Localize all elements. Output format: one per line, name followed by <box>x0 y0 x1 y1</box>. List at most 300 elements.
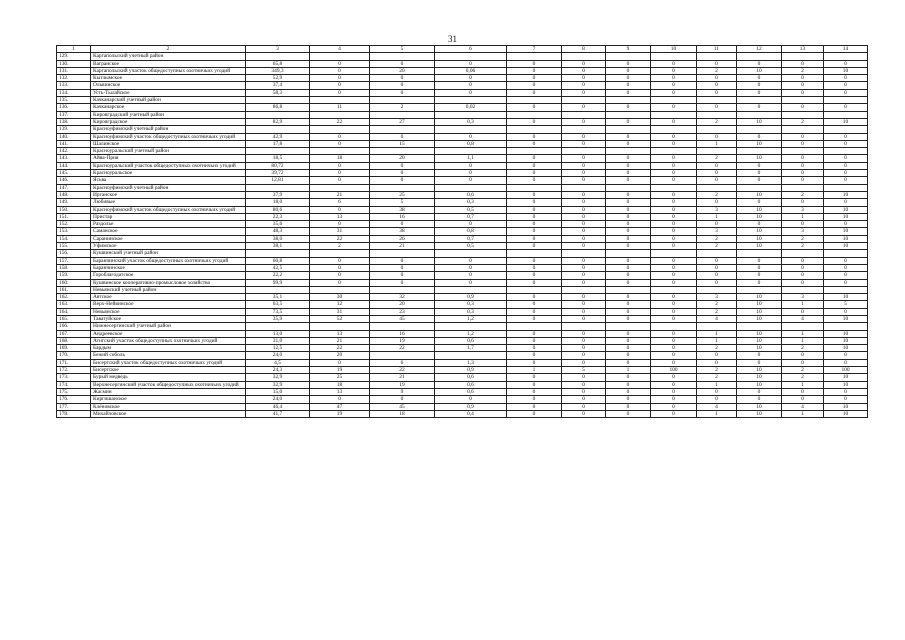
value-cell: 15,0 <box>246 388 310 395</box>
value-cell: 0 <box>507 133 562 140</box>
row-number-cell: 133. <box>57 82 91 89</box>
value-cell <box>246 323 310 330</box>
value-cell: 0 <box>651 243 697 250</box>
value-cell: 0 <box>606 301 651 308</box>
name-cell: Красноуральский учетный район <box>91 148 246 155</box>
value-cell: 4 <box>697 315 737 322</box>
value-cell: 2 <box>310 243 370 250</box>
value-cell <box>651 286 697 293</box>
value-cell: 0,3 <box>435 199 507 206</box>
value-cell: 2 <box>782 345 824 352</box>
value-cell: 0 <box>697 177 737 184</box>
value-cell: 0 <box>370 272 435 279</box>
value-cell: 41,7 <box>246 410 310 417</box>
header-cell: 9 <box>606 46 651 53</box>
value-cell: 0 <box>435 60 507 67</box>
value-cell: 82,9 <box>246 118 310 125</box>
value-cell <box>697 250 737 257</box>
value-cell: 18 <box>370 410 435 417</box>
value-cell: 0 <box>435 177 507 184</box>
value-cell: 0 <box>562 381 606 388</box>
name-cell: Саманское <box>91 228 246 235</box>
value-cell: 38 <box>370 228 435 235</box>
value-cell: 0 <box>697 104 737 111</box>
value-cell: 0 <box>562 264 606 271</box>
name-cell: Вагранское <box>91 60 246 67</box>
value-cell <box>435 323 507 330</box>
value-cell: 2 <box>697 345 737 352</box>
value-cell <box>370 352 435 359</box>
value-cell: 0 <box>562 279 606 286</box>
table-row <box>57 323 868 330</box>
header-cell: 7 <box>507 46 562 53</box>
value-cell: 0 <box>507 308 562 315</box>
table-row <box>57 184 868 191</box>
name-cell: Кушвинское кооперативно-промысловое хозяйство <box>91 279 246 286</box>
table-row <box>57 140 868 147</box>
value-cell: 0 <box>507 330 562 337</box>
value-cell: 0,3 <box>435 301 507 308</box>
value-cell: 0 <box>606 89 651 96</box>
value-cell: 31 <box>310 228 370 235</box>
value-cell: 0 <box>737 104 782 111</box>
value-cell: 10 <box>737 191 782 198</box>
value-cell: 0 <box>824 104 868 111</box>
value-cell <box>562 111 606 118</box>
value-cell: 0 <box>606 410 651 417</box>
value-cell: 2 <box>782 367 824 374</box>
value-cell: 13 <box>310 330 370 337</box>
value-cell: 0 <box>562 155 606 162</box>
value-cell: 0 <box>507 199 562 206</box>
value-cell: 0 <box>606 257 651 264</box>
value-cell: 0 <box>435 162 507 169</box>
value-cell: 21 <box>310 337 370 344</box>
row-number-cell: 170. <box>57 352 91 359</box>
value-cell: 0 <box>562 257 606 264</box>
value-cell: 1 <box>782 330 824 337</box>
row-number-cell: 153. <box>57 228 91 235</box>
row-number-cell: 172. <box>57 367 91 374</box>
value-cell <box>507 184 562 191</box>
value-cell <box>310 323 370 330</box>
value-cell <box>507 323 562 330</box>
value-cell <box>697 126 737 133</box>
row-number-cell: 163. <box>57 301 91 308</box>
value-cell: 0 <box>507 301 562 308</box>
value-cell <box>435 97 507 104</box>
value-cell: 0 <box>562 301 606 308</box>
value-cell: 17,8 <box>246 140 310 147</box>
value-cell: 0 <box>651 381 697 388</box>
value-cell: 0 <box>562 206 606 213</box>
value-cell <box>824 250 868 257</box>
value-cell: 0 <box>507 89 562 96</box>
value-cell: 0 <box>651 235 697 242</box>
table-row <box>57 133 868 140</box>
table-row <box>57 410 868 417</box>
value-cell: 0 <box>737 89 782 96</box>
value-cell <box>435 352 507 359</box>
table-row <box>57 53 868 60</box>
value-cell <box>562 250 606 257</box>
name-cell: Гороблагодатское <box>91 272 246 279</box>
value-cell: 0 <box>310 396 370 403</box>
value-cell: 31,0 <box>246 337 310 344</box>
row-number-cell: 145. <box>57 170 91 177</box>
table-body <box>57 53 868 418</box>
value-cell: 32,9 <box>246 374 310 381</box>
name-cell: Бардым <box>91 345 246 352</box>
value-cell: 0 <box>606 374 651 381</box>
value-cell: 21 <box>310 191 370 198</box>
value-cell: 0 <box>435 279 507 286</box>
name-cell: Любивые <box>91 199 246 206</box>
value-cell: 0 <box>737 177 782 184</box>
value-cell: 12,81 <box>246 177 310 184</box>
value-cell: 10 <box>737 140 782 147</box>
value-cell: 2 <box>697 191 737 198</box>
value-cell: 1 <box>507 367 562 374</box>
value-cell: 0 <box>824 89 868 96</box>
name-cell: Баранчинский участок общедоступных охотничьих угодий <box>91 257 246 264</box>
value-cell: 80,72 <box>246 162 310 169</box>
value-cell: 35,6 <box>246 221 310 228</box>
value-cell: 2 <box>697 243 737 250</box>
value-cell <box>606 53 651 60</box>
value-cell: 0 <box>651 221 697 228</box>
value-cell: 0 <box>370 170 435 177</box>
value-cell: 15 <box>370 140 435 147</box>
value-cell <box>310 184 370 191</box>
value-cell: 0 <box>562 191 606 198</box>
value-cell: 24,0 <box>246 352 310 359</box>
value-cell: 5 <box>824 301 868 308</box>
value-cell: 10 <box>824 228 868 235</box>
value-cell: 3 <box>782 294 824 301</box>
value-cell: 58,3 <box>246 89 310 96</box>
row-number-cell: 157. <box>57 257 91 264</box>
value-cell: 32 <box>370 294 435 301</box>
value-cell: 10 <box>824 243 868 250</box>
value-cell: 0 <box>507 257 562 264</box>
table-row <box>57 264 868 271</box>
header-cell: 6 <box>435 46 507 53</box>
value-cell: 0 <box>606 206 651 213</box>
table-row <box>57 221 868 228</box>
value-cell: 0 <box>824 308 868 315</box>
value-cell <box>606 126 651 133</box>
table-row <box>57 126 868 133</box>
value-cell: 0 <box>697 75 737 82</box>
value-cell: 0 <box>562 199 606 206</box>
value-cell: 0 <box>606 352 651 359</box>
name-cell: Таватуйское <box>91 315 246 322</box>
row-number-cell: 129. <box>57 53 91 60</box>
value-cell <box>737 111 782 118</box>
value-cell: 80,6 <box>246 206 310 213</box>
value-cell: 0 <box>370 133 435 140</box>
value-cell: 0 <box>824 396 868 403</box>
value-cell: 22 <box>370 367 435 374</box>
value-cell <box>651 111 697 118</box>
value-cell: 0 <box>782 82 824 89</box>
value-cell <box>606 97 651 104</box>
value-cell: 10 <box>737 213 782 220</box>
name-cell: Айва-Прия <box>91 155 246 162</box>
table-row <box>57 162 868 169</box>
header-cell: 11 <box>697 46 737 53</box>
value-cell <box>507 126 562 133</box>
value-cell: 26 <box>370 235 435 242</box>
row-number-cell: 143. <box>57 155 91 162</box>
value-cell: 38 <box>370 206 435 213</box>
value-cell: 0 <box>737 60 782 67</box>
value-cell <box>697 286 737 293</box>
value-cell: 0 <box>737 199 782 206</box>
value-cell <box>246 250 310 257</box>
value-cell: 0 <box>370 177 435 184</box>
table-row <box>57 286 868 293</box>
value-cell: 0 <box>651 170 697 177</box>
value-cell <box>824 97 868 104</box>
value-cell: 0 <box>370 257 435 264</box>
value-cell: 42,9 <box>246 133 310 140</box>
row-number-cell: 161. <box>57 286 91 293</box>
value-cell: 0 <box>651 359 697 366</box>
value-cell: 0 <box>782 177 824 184</box>
row-number-cell: 177. <box>57 403 91 410</box>
name-cell: Невьянский учетный район <box>91 286 246 293</box>
value-cell: 10 <box>737 315 782 322</box>
value-cell: 0 <box>697 388 737 395</box>
value-cell: 20 <box>310 352 370 359</box>
value-cell: 37,9 <box>246 191 310 198</box>
value-cell: 3 <box>697 228 737 235</box>
value-cell: 0 <box>310 177 370 184</box>
value-cell: 0 <box>562 330 606 337</box>
value-cell: 0 <box>507 294 562 301</box>
value-cell: 20 <box>370 155 435 162</box>
value-cell: 0 <box>824 82 868 89</box>
value-cell <box>310 111 370 118</box>
value-cell: 100 <box>651 367 697 374</box>
name-cell: Ольвинское <box>91 82 246 89</box>
value-cell: 0,9 <box>435 367 507 374</box>
value-cell: 0,6 <box>435 191 507 198</box>
table-row <box>57 272 868 279</box>
value-cell <box>697 111 737 118</box>
table-row <box>57 359 868 366</box>
value-cell: 0 <box>651 315 697 322</box>
row-number-cell: 137. <box>57 111 91 118</box>
value-cell: 0 <box>651 403 697 410</box>
value-cell: 0 <box>606 60 651 67</box>
value-cell: 21 <box>370 374 435 381</box>
value-cell: 10 <box>824 294 868 301</box>
row-number-cell: 159. <box>57 272 91 279</box>
value-cell: 0 <box>782 75 824 82</box>
value-cell: 10 <box>737 403 782 410</box>
row-number-cell: 158. <box>57 264 91 271</box>
value-cell: 0,02 <box>435 104 507 111</box>
value-cell: 10 <box>737 367 782 374</box>
value-cell <box>562 97 606 104</box>
value-cell: 0,6 <box>435 337 507 344</box>
value-cell: 37,4 <box>246 82 310 89</box>
name-cell: Невьянское <box>91 308 246 315</box>
value-cell <box>370 111 435 118</box>
value-cell: 0 <box>562 345 606 352</box>
value-cell: 0 <box>697 82 737 89</box>
value-cell: 52 <box>310 315 370 322</box>
value-cell: 0 <box>737 388 782 395</box>
value-cell: 0 <box>507 337 562 344</box>
value-cell <box>697 53 737 60</box>
header-cell: 14 <box>824 46 868 53</box>
value-cell: 0 <box>697 89 737 96</box>
table-row <box>57 177 868 184</box>
header-row <box>57 46 868 53</box>
value-cell: 10 <box>737 235 782 242</box>
value-cell: 0 <box>310 162 370 169</box>
value-cell: 18,5 <box>246 155 310 162</box>
value-cell: 45 <box>370 315 435 322</box>
value-cell: 63,5 <box>246 301 310 308</box>
value-cell <box>562 126 606 133</box>
value-cell: 0 <box>606 82 651 89</box>
value-cell: 1 <box>697 337 737 344</box>
value-cell: 0 <box>782 199 824 206</box>
value-cell: 10 <box>737 228 782 235</box>
row-number-cell: 164. <box>57 308 91 315</box>
header-cell: 2 <box>91 46 246 53</box>
value-cell <box>370 286 435 293</box>
value-cell <box>246 184 310 191</box>
value-cell: 0 <box>651 345 697 352</box>
value-cell <box>782 111 824 118</box>
value-cell: 0 <box>651 75 697 82</box>
value-cell: 1 <box>697 330 737 337</box>
value-cell: 0,3 <box>435 308 507 315</box>
value-cell: 0 <box>562 374 606 381</box>
row-number-cell: 149. <box>57 199 91 206</box>
value-cell: 10 <box>737 345 782 352</box>
value-cell <box>606 323 651 330</box>
value-cell: 0 <box>435 272 507 279</box>
value-cell: 0 <box>737 352 782 359</box>
value-cell: 0 <box>651 104 697 111</box>
value-cell: 0 <box>507 213 562 220</box>
value-cell: 0 <box>507 235 562 242</box>
value-cell: 0 <box>562 133 606 140</box>
value-cell: 0 <box>651 330 697 337</box>
value-cell: 0 <box>370 396 435 403</box>
row-number-cell: 176. <box>57 396 91 403</box>
data-table <box>56 45 868 418</box>
value-cell: 1 <box>782 213 824 220</box>
value-cell: 0 <box>737 162 782 169</box>
table-row <box>57 374 868 381</box>
value-cell: 35,1 <box>246 294 310 301</box>
value-cell: 0,3 <box>435 118 507 125</box>
value-cell: 0 <box>782 359 824 366</box>
table-row <box>57 206 868 213</box>
value-cell <box>651 53 697 60</box>
value-cell: 10 <box>824 330 868 337</box>
row-number-cell: 146. <box>57 177 91 184</box>
name-cell: Кытлымское <box>91 75 246 82</box>
value-cell: 0 <box>507 82 562 89</box>
name-cell: Раздолье <box>91 221 246 228</box>
value-cell: 2 <box>697 308 737 315</box>
name-cell: Шалинское <box>91 140 246 147</box>
value-cell: 0 <box>507 272 562 279</box>
value-cell: 0 <box>507 177 562 184</box>
value-cell: 0 <box>782 133 824 140</box>
value-cell: 0 <box>370 89 435 96</box>
value-cell <box>435 286 507 293</box>
value-cell: 0 <box>507 221 562 228</box>
value-cell: 0 <box>737 396 782 403</box>
value-cell: 0 <box>606 228 651 235</box>
value-cell: 0 <box>824 60 868 67</box>
value-cell: 2 <box>782 235 824 242</box>
header-cell: 4 <box>310 46 370 53</box>
value-cell: 0 <box>782 155 824 162</box>
value-cell <box>246 97 310 104</box>
value-cell: 24,3 <box>246 367 310 374</box>
value-cell: 73,5 <box>246 308 310 315</box>
header-cell: 1 <box>57 46 91 53</box>
name-cell: Уфимское <box>91 243 246 250</box>
row-number-cell: 147. <box>57 184 91 191</box>
table-row <box>57 243 868 250</box>
value-cell <box>507 97 562 104</box>
value-cell: 22 <box>370 345 435 352</box>
value-cell: 65,8 <box>246 60 310 67</box>
value-cell: 0 <box>782 257 824 264</box>
value-cell <box>651 184 697 191</box>
value-cell: 0 <box>737 221 782 228</box>
table-row <box>57 118 868 125</box>
value-cell: 12,5 <box>246 345 310 352</box>
table-row <box>57 148 868 155</box>
table-row <box>57 396 868 403</box>
value-cell: 0 <box>651 228 697 235</box>
name-cell: Жасмин <box>91 388 246 395</box>
table-row <box>57 301 868 308</box>
value-cell: 0 <box>562 294 606 301</box>
value-cell <box>697 184 737 191</box>
value-cell <box>507 250 562 257</box>
value-cell: 0 <box>782 170 824 177</box>
value-cell: 0 <box>507 243 562 250</box>
header-cell: 3 <box>246 46 310 53</box>
value-cell: 0 <box>606 177 651 184</box>
value-cell: 0 <box>782 140 824 147</box>
value-cell: 349,3 <box>246 67 310 74</box>
value-cell: 13 <box>310 213 370 220</box>
value-cell: 0 <box>737 82 782 89</box>
value-cell <box>782 148 824 155</box>
value-cell: 0 <box>562 388 606 395</box>
value-cell: 4 <box>782 315 824 322</box>
value-cell: 52,9 <box>246 75 310 82</box>
row-number-cell: 152. <box>57 221 91 228</box>
value-cell: 0 <box>697 264 737 271</box>
value-cell <box>651 148 697 155</box>
